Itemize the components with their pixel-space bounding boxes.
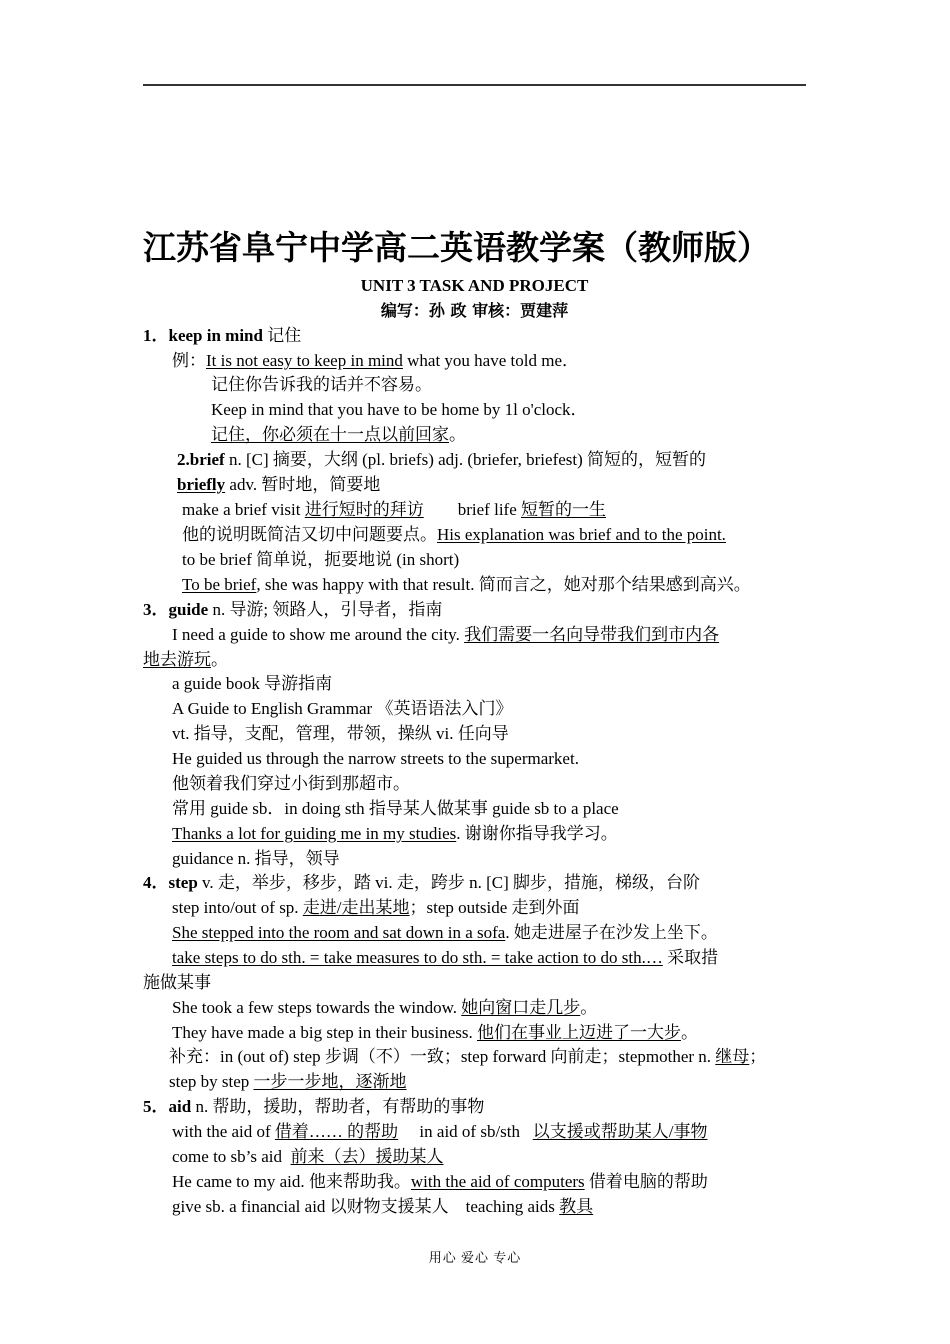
section-5-line-4: give sb. a financial aid 以财物支援某人 teaching aids 教具	[172, 1197, 594, 1216]
section-2-line-4: 他的说明既简洁又切中问题要点。His explanation was brief and to the point.	[182, 525, 726, 544]
page-footer: 用心 爱心 专心	[428, 1250, 522, 1265]
authors-line: 编写：孙 政 审核：贾建萍	[380, 301, 569, 320]
section-3-line-5: vt. 指导，支配，管理，带领，操纵 vi. 任向导	[172, 724, 509, 743]
document-title: 江苏省阜宁中学高二英语教学案（教师版）	[143, 228, 770, 267]
unit-subtitle: UNIT 3 TASK AND PROJECT	[360, 276, 589, 295]
section-4-line-7: 补充：in (out of) step 步调（不）一致；step forward 向前走；stepmother n. 继母；	[169, 1047, 767, 1066]
adverb-meaning: adv. 暂时地，简要地	[225, 475, 381, 494]
adverb-word: briefly	[177, 475, 226, 494]
section-4-heading: 4．step v. 走，举步，移步，踏 vi. 走，跨步 n. [C] 脚步，措施，梯级，台阶	[143, 873, 701, 892]
section-1-example-cn: 记住你告诉我的话并不容易。	[211, 375, 432, 394]
section-5-heading: 5．aid n. 帮助，援助，帮助者，有帮助的事物	[143, 1097, 485, 1116]
section-5-line-3: He came to my aid. 他来帮助我。with the aid of computers 借着电脑的帮助	[172, 1172, 708, 1191]
section-2-line-5: to be brief 简单说，扼要地说 (in short)	[182, 550, 460, 569]
section-1-example-2-cn: 记住，你必须在十一点以前回家。	[211, 425, 466, 444]
section-4-line-8: step by step 一步一步地，逐渐地	[169, 1072, 407, 1091]
section-3-line-9: Thanks a lot for guiding me in my studies. 谢谢你指导我学习。	[172, 824, 618, 843]
section-2-line-6: To be brief, she was happy with that result. 简而言之，她对那个结果感到高兴。	[182, 575, 751, 594]
section-2-line-3: make a brief visit 进行短时的拜访 brief life 短暂的一生	[182, 500, 606, 519]
section-3-line-8: 常用 guide sb．in doing sth 指导某人做某事 guide sb to a place	[172, 799, 619, 818]
section-2-adverb	[177, 473, 380, 497]
section-3-line-3: a guide book 导游指南	[172, 674, 333, 693]
section-1-example-2: Keep in mind that you have to be home by 1l o'clock．	[211, 400, 588, 419]
section-5-line-1: with the aid of 借着…… 的帮助 in aid of sb/sth 以支援或帮助某人/事物	[172, 1122, 708, 1141]
section-1-example: 例：It is not easy to keep in mind what you have told me．	[172, 351, 579, 370]
section-4-line-2: She stepped into the room and sat down in a sofa. 她走进屋子在沙发上坐下。	[172, 923, 718, 942]
section-3-heading: 3．guide n. 导游; 领路人，引导者，指南	[143, 600, 443, 619]
section-3-line-10: guidance n. 指导，领导	[172, 849, 340, 868]
section-3-line-7: 他领着我们穿过小街到那超市。	[172, 774, 410, 793]
section-5-line-2: come to sb’s aid 前来（去）援助某人	[172, 1147, 444, 1166]
section-3-line-4: A Guide to English Grammar 《英语语法入门》	[172, 699, 513, 718]
section-2-heading: 2.brief n. [C] 摘要，大纲 (pl. briefs) adj. (briefer, briefest) 简短的，短暂的	[177, 450, 707, 469]
section-3-line-2: 地去游玩。	[143, 650, 228, 669]
section-4-line-4: 施做某事	[143, 973, 211, 992]
section-3-line-1: I need a guide to show me around the city. 我们需要一名向导带我们到市内各	[172, 625, 720, 644]
section-4-line-1: step into/out of sp. 走进/走出某地；step outside 走到外面	[172, 898, 580, 917]
section-1-heading: 1．keep in mind 记住	[143, 326, 302, 345]
section-4-line-3: take steps to do sth. = take measures to do sth. = take action to do sth.… 采取措	[172, 948, 719, 967]
header-rule	[143, 84, 806, 86]
section-4-line-5: She took a few steps towards the window. 她向窗口走几步。	[172, 998, 598, 1017]
section-3-line-6: He guided us through the narrow streets to the supermarket.	[172, 749, 579, 768]
section-4-line-6: They have made a big step in their business. 他们在事业上迈进了一大步。	[172, 1023, 698, 1042]
